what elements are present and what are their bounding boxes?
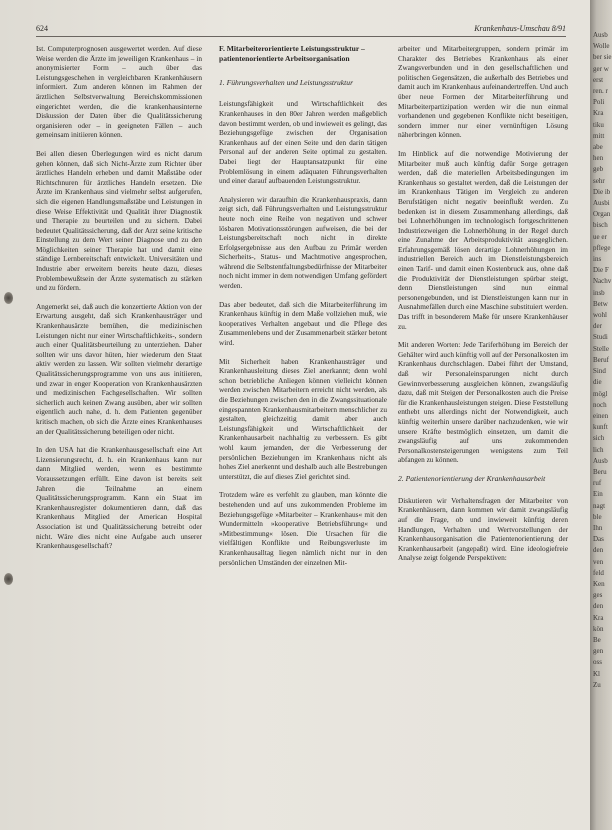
page-header [36,24,566,37]
edge-fragment: sehr [593,176,605,185]
edge-fragment: kunft [593,423,608,432]
edge-fragment: mitt [593,131,605,140]
binder-hole-icon [4,292,13,304]
edge-fragment: Zu [593,680,601,689]
edge-fragment: Die F [593,266,609,275]
edge-fragment: ger w [593,64,609,73]
edge-fragment: ges [593,591,603,600]
section-heading: F. Mitarbeiterorientierte Leistungsstruktur – patientenorientierte Arbeitsorganisation [219,44,365,63]
edge-fragment: der [593,322,602,331]
edge-fragment: noch [593,400,607,409]
page-number: 624 [36,24,48,33]
edge-fragment: Ausbi [593,199,610,208]
edge-fragment: Studi [593,333,608,342]
edge-fragment: kön [593,624,604,633]
edge-fragment: Das [593,535,604,544]
edge-fragment: gen [593,647,604,656]
edge-fragment: Stelle [593,344,609,353]
edge-fragment: feld [593,568,604,577]
edge-fragment: Kra [593,613,604,622]
edge-fragment: geb [593,165,604,174]
running-head: Krankenhaus-Umschau 8/91 [474,24,566,33]
edge-fragment: ruf [593,479,602,488]
edge-fragment: Ein [593,490,603,499]
edge-fragment: einen [593,411,609,420]
paragraph: Bei allen diesen Überlegungen wird es nicht darum gehen können, daß sich Nicht-Ärzte zum Richter über ärztliches Handeln erheben und damit Maßstäbe oder Richtschnuren für ärztliches Handeln ersetzen. Die Ärzte im Krankenhaus sind vielmehr selbst aufgerufen, sich die eigenen Handlungsmaßstäbe und Leistungen in diese Weise Effektivität und Qualität ihrer Diagnostik und Therapie zu beurteilen und zu sichern. Dabei bedeutet Qualitätssicherung, daß der Arzt seine kritische Einstellung zu dem Wert seiner Diagnose und zu den Möglichkeiten seiner Therapie hat und damit eine ständige Lernbereitschaft entwickelt. Universitäten und Industrie aber erweitern bereits heute dazu, dieses Problembewußtsein der Ärzte systematisch zu stärken und zu fördern. [36,148,202,293]
edge-fragment: Kra [593,109,604,118]
paragraph: Mit Sicherheit haben Krankenhausträger und Krankenhausleitung dieses Ziel anerkannt; denn wohl schon betriebliche Anliegen können vielleicht können werden zwischen Mitarbeitern erreicht nicht werden, als die Beziehungen zwischen den in die Zwangssituationale eingespannten Krankenhausmitarbeitern menschlicher zu gestalten, gleichzeitig damit aber auch Leistungsfähigkeit und Wirtschaftlichkeit der Krankenhausarbeit nachhaltig zu verbessern. Es gibt wohl kaum jemanden, der die Verbesserung der persönlichen Beziehungen im Krankenhaus nicht als hohes Ziel anerkennt und deshalb auch alle Bestrebungen unterstützt, die auf dieses Ziel gerichtet sind. [219,356,387,481]
edge-fragment: pflege [593,243,611,252]
paragraph: Ist. Computerprognosen ausgewertet werden. Auf diese Weise werden die Ärzte im jeweiligen Krankenhaus – in anonymisierter Form – auch über das Leistungsgeschehen in vergleichbaren Krankenhäusern informiert. Zum anderen können im Rahmen der ärztlichen Selbstverwaltung Bereichskommissionen eingerichtet werden, die die krankenhausinterne Diskussion der Daten über die Qualitätssicherung organisieren oder – in geeigneten Fällen – auch gemeinsam initiieren können. [36,44,202,140]
text-column-2 [219,44,387,576]
edge-fragment: Organ [593,210,611,219]
edge-fragment: Betw [593,299,608,308]
edge-fragment: lich [593,445,604,454]
edge-fragment: ins [593,255,602,264]
edge-fragment: den [593,602,604,611]
paragraph: Angemerkt sei, daß auch die konzertierte Aktion von der Erwartung ausgeht, daß sich Krankenhausträger und Krankenhausärzte bemühen, die medizinischen Leistungen nicht nur einer Wirtschaftlichkeits-, sondern auch einer Qualitätsbeurteilung zu unterziehen. Daher sollten wir uns davor hüten, hier wiederum den Staat aktiv werden zu lassen. Wir sollten vielmehr derartige Qualitätssicherungsprogramme von uns aus initiieren, und zwar in enger Kooperation von Krankenhausärzten und medizinischen Fachgesellschaften. Wir sollten sicherlich auch keinen Zwang ausüben, aber wir sollten eigentlich auch nahe, d. h. dem Patienten gegenüber kritisch machen, ob sich die Ärzte eines Krankenhauses an der Qualitätssicherung beteiligen oder nicht. [36,301,202,436]
edge-fragment: Be [593,635,601,644]
subsection-heading: 1. Führungsverhalten und Leistungsstruktur [219,77,354,87]
edge-fragment: insb [593,288,605,297]
edge-fragment: oss [593,658,602,667]
facing-page-edge [590,0,612,830]
edge-fragment: nagt [593,501,606,510]
subsection-heading: 2. Patientenorientierung der Krankenhausarbeit [398,473,546,483]
edge-fragment: ber sie [593,53,612,62]
edge-fragment: Nachv [593,277,612,286]
text-column-3 [398,44,568,572]
edge-fragment: Die ib [593,187,611,196]
edge-fragment: Beru [593,467,607,476]
edge-fragment: Beruf [593,355,609,364]
edge-fragment: Poli [593,98,605,107]
paragraph: arbeiter und Mitarbeitergruppen, sondern primär im Charakter des Betriebes Krankenhaus als einer Zwangsverbunden und in den gesellschaftlichen und politischen Gegensätzen, die außerhalb des Betriebes und damit auch im Krankenhaus aufeinandertreffen. Und auch über neue Formen der Mitarbeiterführung und Mitarbeiterpartizipation werden wir die nun einmal vorhandenen und gegebenen Konflikte nicht beseitigen, sondern immer nur einer vernünftigen Lösung näherbringen können. [398,44,568,140]
edge-fragment: Wolle [593,42,610,51]
edge-fragment: ble [593,512,602,521]
edge-fragment: Ausb [593,456,608,465]
paragraph: Trotzdem wäre es verfehlt zu glauben, man könnte die bestehenden und auf uns zukommenden Probleme im Beziehungsgefüge »Mitarbeiter – Krankenhaus« mit den Wundermitteln »kooperative Betriebsführung« und »Mitbestimmung« lösen. Die Ursachen für die vielfältigen Konflikte und Reibungsverluste im Krankenhausalltag liegen nämlich nicht nur in den persönlichen Umständen der einzelnen Mit- [219,490,387,567]
edge-fragment: den [593,546,604,555]
edge-fragment: Ihn [593,523,603,532]
edge-fragment: hen [593,154,604,163]
paragraph: Das aber bedeutet, daß sich die Mitarbeiterführung im Krankenhaus künftig in dem Maße vollziehen muß, wie kooperatives Verhalten angebaut und die Pflege des Zusammenlebens und der Zusammenarbeit stärker betont wird. [219,299,387,348]
edge-fragment: sich [593,434,605,443]
edge-fragment: die [593,378,602,387]
edge-fragment: Ausb [593,31,608,39]
edge-fragment: ren. r [593,87,608,96]
edge-fragment: Ken [593,579,605,588]
edge-fragment: bisch [593,221,608,230]
paragraph: In den USA hat die Krankenhausgesellschaft eine Art Lizensierungsrecht, d. h. ein Krankenhaus kann nur dann Mitglied werden, wenn es bestimmte Voraussetzungen erfüllt. Eine davon ist bereits seit Jahren die Teilnahme an einem Qualitätssicherungsprogramm. Kann ein Staat im Krankenhausregister dokumentieren dann, daß das Krankenhaus Mitglied der American Hospital Association ist und Qualitätssicherung betreibt oder nicht. Wäre dies nicht eine Aufgabe auch unserer Krankenhausgesellschaft? [36,445,202,551]
edge-fragment: wohl [593,311,607,320]
edge-fragment: abe [593,143,603,152]
facing-page-fragments [593,30,612,691]
paragraph: Analysieren wir daraufhin die Krankenhauspraxis, dann zeigt sich, daß Führungsverhalten und Leistungsstruktur heute noch eine Reihe von negativen und schwer lösbaren Motivationsstörungen aufweisen, die bei der Leistungsbereitschaft noch nicht in direkte Erfolgsergebnisse aus den Aufbau zu Primär werden Sicherheits-, Status- und Machtmotive angesprochen, während die Selbstentfaltungsbedürfnisse der Mitarbeiter noch nicht immer in dem notwendigen Umfang gefördert werden. [219,194,387,291]
edge-fragment: tiku [593,120,604,129]
edge-fragment: ue er [593,232,607,241]
text-column-1 [36,44,202,560]
paragraph: Im Hinblick auf die notwendige Motivierung der Mitarbeiter muß auch künftig dafür Sorge getragen werden, daß die materiellen Arbeitsbedingungen im Krankenhaus so gestaltet werden, daß die Leistungen der im Krankenhaus Tätigen im Vergleich zu anderen Berufstätigen nicht negativ beeinflußt werden. Zu bedenken ist in diesem Zusammenhang allerdings, daß bei Lohnerhöhungen im technologisch fortgeschrittenen Industriezweigen die Lohnerhöhung in der Regel durch eine Zunahme der Arbeitsproduktivität ausgeglichen. Erfahrungsgemäß lösen derartige Lohnerhöhungen im industriellen Bereich auch im Dienstleistungsbereich einen Tarif- und damit einen Kostenbruck aus, ohne daß die Produktivität der Dienstleistungen spürbar steigt, denn Dienstleistungen sind nun einmal personengebunden, und ist Dienstleistungen kann nur in Ausnahmefällen durch eine Maschine substituiert werden. Das trifft in besonderem Maße für unsere Krankenhäuser zu. [398,148,568,331]
edge-fragment: Sind [593,367,606,376]
edge-fragment: Kl [593,669,600,678]
edge-fragment: erst [593,75,604,84]
paragraph: Mit anderen Worten: Jede Tariferhöhung im Bereich der Gehälter wird auch künftig voll auf der Personalkosten im Krankenhaus durchschlagen. Dabei führt der Umstand, daß wir Personaleinsparungen nicht durch Gewinnverbesserung ausgleichen können, zwangsläufig dazu, daß mit Steigen der Personalkosten auch die Preise für die Krankenhausleistungen steigen. Diese Feststellung enthebt uns allerdings nicht der Notwendigkeit, auch künftig weiterhin unsere darüber nachzudenken, wie wir unsere Kräfte bestmöglich einsetzen, um damit die zwangsläufig auf uns zukommenden Personalkostensteigerungen wenigstens zum Teil abfangen zu können. [398,340,568,465]
edge-fragment: mögl [593,389,608,398]
edge-fragment: ven [593,557,604,566]
paragraph: Diskutieren wir Verhaltensfragen der Mitarbeiter von Krankenhäusern, dann kommen wir damit zwangsläufig auf die Frage, ob und inwieweit künftig deren Handlungen, Verhalten und Wertvorstellungen der Krankenhausorganisation die Patientenorientierung der Krankenhausarbeit (angepaßt) wird. Eine ideologiefreie Analyse zeigt folgende Perspektiven: [398,495,568,563]
paragraph: Leistungsfähigkeit und Wirtschaftlichkeit des Krankenhauses in den 80er Jahren werden maßgeblich davon bestimmt werden, ob und inwieweit es gelingt, das Beziehungsgefüge zwischen der Organisation Krankenhaus auf der einen Seite und den darin tätigen Personal auf der anderen Seite optimal zu gestalten. Dabei liegt der Hauptansatzpunkt für eine Problemlösung in einem adäquaten Führungsverhalten und einer darauf aufbauenden Leistungsstruktur. [219,99,387,186]
binder-hole-icon [4,573,13,585]
